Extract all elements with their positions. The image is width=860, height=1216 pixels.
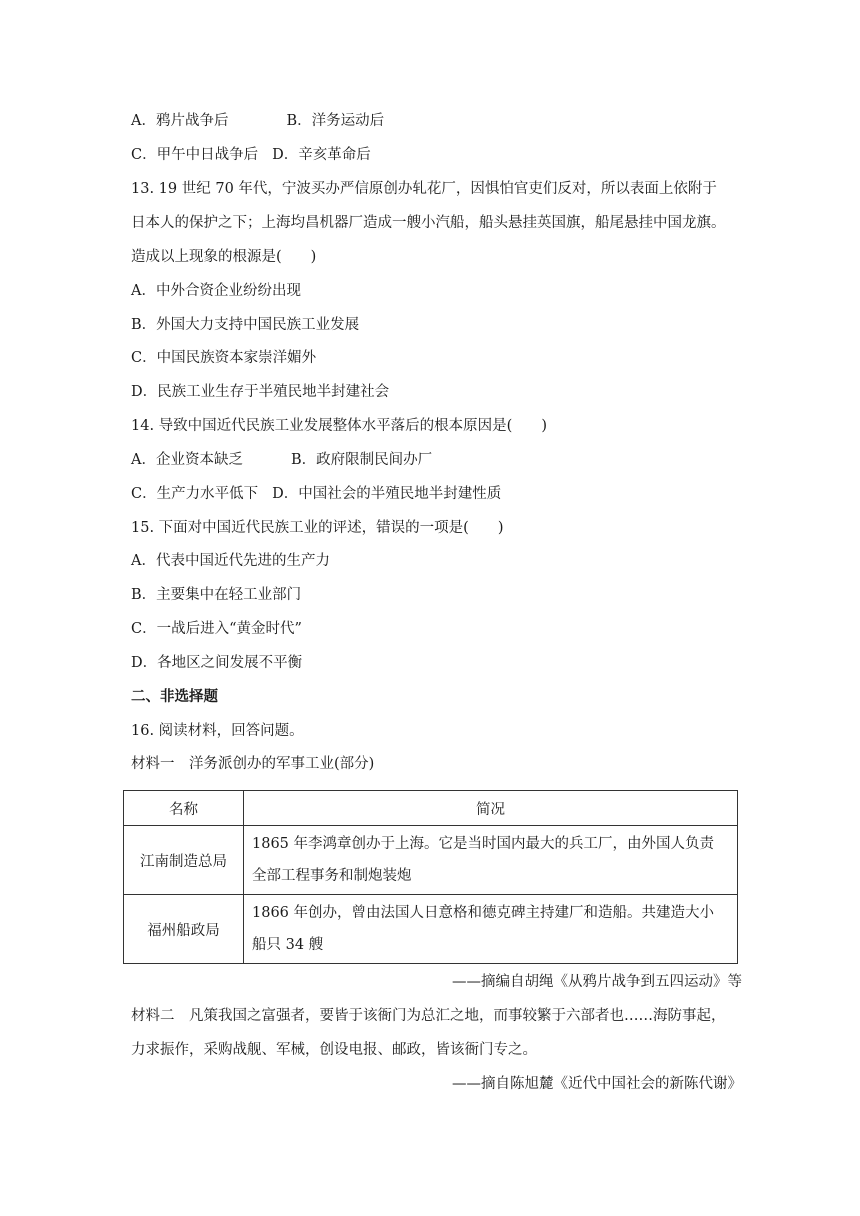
q15-option-d: D．各地区之间发展不平衡 — [131, 655, 303, 671]
q15-option-a: A．代表中国近代先进的生产力 — [131, 553, 330, 569]
material-2-line-1: 材料二 凡策我国之富强者，要皆于该衙门为总汇之地，而事较繁于六部者也……海防事起， — [131, 1008, 726, 1024]
q12-options-row-1 — [131, 111, 741, 131]
q13-option-d: D．民族工业生存于半殖民地半封建社会 — [131, 384, 390, 400]
q13-stem-line-3: 造成以上现象的根源是( ) — [131, 249, 317, 265]
q12-option-d: D．辛亥革命后 — [272, 147, 371, 163]
table-header-desc: 简况 — [244, 791, 738, 826]
q14-options-row-2 — [131, 484, 741, 504]
q12-options-row-2 — [131, 145, 741, 165]
q14-stem: 14. 导致中国近代民族工业发展整体水平落后的根本原因是( ) — [131, 418, 547, 434]
table-row — [124, 826, 738, 895]
table-cell-desc — [244, 895, 738, 964]
material-1-table — [123, 790, 738, 964]
material-2-source: ——摘自陈旭麓《近代中国社会的新陈代谢》 — [452, 1076, 742, 1092]
q14-options-row-1 — [131, 450, 741, 470]
material-2-line-2: 力求振作，采购战舰、军械，创设电报、邮政，皆该衙门专之。 — [131, 1042, 537, 1058]
q13-option-c: C．中国民族资本家崇洋媚外 — [131, 350, 317, 366]
q14-option-b: B．政府限制民间办厂 — [290, 452, 433, 468]
q12-option-b: B．洋务运动后 — [286, 113, 385, 129]
table-cell-desc — [244, 826, 738, 895]
q14-option-a: A．企业资本缺乏 — [131, 452, 243, 468]
table-cell-desc-line: 1866 年创办，曾由法国人日意格和德克碑主持建厂和造船。共建造大小 — [252, 905, 715, 921]
q13-stem-line-1: 13. 19 世纪 70 年代，宁波买办严信原创办轧花厂，因惧怕官吏们反对，所以表面上依附于 — [131, 181, 717, 197]
q13-option-a: A．中外合资企业纷纷出现 — [131, 283, 301, 299]
q16-stem: 16. 阅读材料，回答问题。 — [131, 723, 304, 739]
q14-option-c: C．生产力水平低下 — [131, 486, 259, 502]
table-cell-desc-line: 全部工程事务和制炮装炮 — [252, 868, 412, 884]
table-cell-name: 江南制造总局 — [124, 826, 244, 895]
table-cell-desc-line: 1865 年李鸿章创办于上海。它是当时国内最大的兵工厂，由外国人负责 — [252, 836, 715, 852]
material-1-title: 材料一 洋务派创办的军事工业(部分) — [131, 756, 375, 772]
table-header-row — [124, 791, 738, 826]
q15-stem: 15. 下面对中国近代民族工业的评述，错误的一项是( ) — [131, 520, 504, 536]
material-1-source: ——摘编自胡绳《从鸦片战争到五四运动》等 — [452, 974, 742, 990]
q12-option-a: A．鸦片战争后 — [131, 113, 229, 129]
table-header-name: 名称 — [124, 791, 244, 826]
q14-option-d: D．中国社会的半殖民地半封建性质 — [272, 486, 502, 502]
q13-option-b: B．外国大力支持中国民族工业发展 — [131, 317, 360, 333]
section-heading: 二、非选择题 — [131, 689, 218, 705]
table-cell-desc-line: 船只 34 艘 — [252, 937, 324, 953]
q15-option-c: C．一战后进入“黄金时代” — [131, 621, 302, 637]
table-cell-name: 福州船政局 — [124, 895, 244, 964]
q12-option-c: C．甲午中日战争后 — [131, 147, 259, 163]
table-row — [124, 895, 738, 964]
q15-option-b: B．主要集中在轻工业部门 — [131, 587, 302, 603]
q13-stem-line-2: 日本人的保护之下；上海均昌机器厂造成一艘小汽船，船头悬挂英国旗，船尾悬挂中国龙旗。 — [131, 215, 726, 231]
